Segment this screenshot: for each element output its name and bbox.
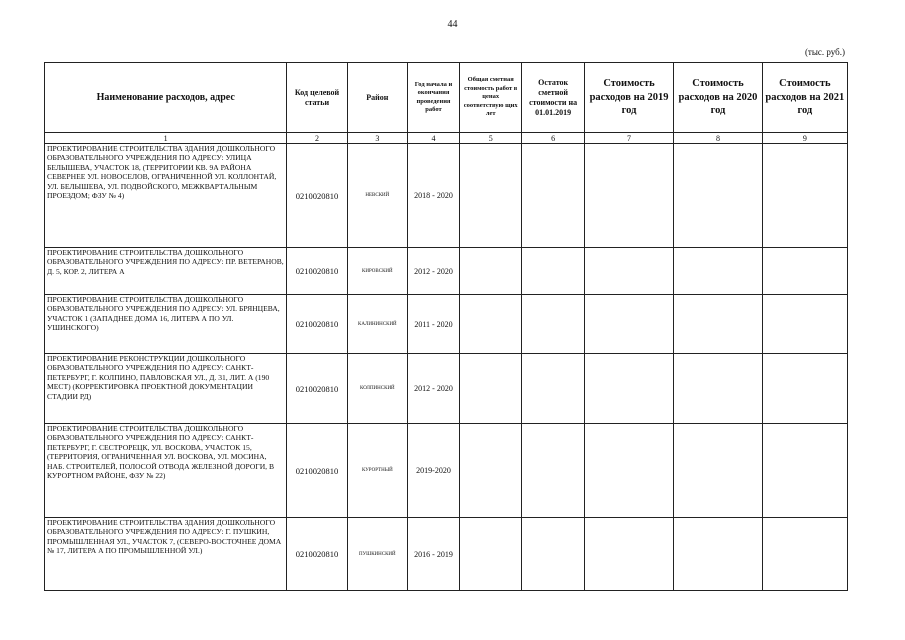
row-cost-2021 (762, 424, 847, 518)
header-code: Код целевой статьи (287, 63, 347, 133)
row-cost-2019 (584, 518, 673, 591)
row-cost-2021 (762, 248, 847, 295)
column-number: 1 (45, 133, 287, 144)
row-total-cost (460, 144, 522, 248)
row-district: КУРОРТНЫЙ (347, 424, 407, 518)
page-number: 44 (447, 19, 458, 30)
header-total-cost: Общая сметная стоимость работ в ценах соответствую щих лет (460, 63, 522, 133)
header-name: Наименование расходов, адрес (45, 63, 287, 133)
row-cost-2019 (584, 354, 673, 424)
row-district: ПУШКИНСКИЙ (347, 518, 407, 591)
row-cost-2020 (674, 248, 762, 295)
row-remaining (522, 295, 584, 354)
row-period: 2012 - 2020 (408, 354, 460, 424)
row-cost-2019 (584, 295, 673, 354)
row-cost-2021 (762, 295, 847, 354)
units-label: (тыс. руб.) (804, 47, 845, 57)
row-cost-2019 (584, 248, 673, 295)
row-total-cost (460, 295, 522, 354)
row-code: 0210020810 (287, 354, 347, 424)
column-number: 5 (460, 133, 522, 144)
row-code: 0210020810 (287, 144, 347, 248)
table-row (45, 144, 848, 248)
row-remaining (522, 518, 584, 591)
row-cost-2020 (674, 424, 762, 518)
row-cost-2020 (674, 144, 762, 248)
row-cost-2021 (762, 354, 847, 424)
row-cost-2019 (584, 144, 673, 248)
row-period: 2012 - 2020 (408, 248, 460, 295)
row-code: 0210020810 (287, 518, 347, 591)
header-cost-2021: Стоимость расходов на 2021 год (762, 63, 847, 133)
column-number: 4 (408, 133, 460, 144)
row-period: 2018 - 2020 (408, 144, 460, 248)
header-row (45, 63, 848, 133)
column-number: 7 (584, 133, 673, 144)
row-remaining (522, 248, 584, 295)
row-remaining (522, 424, 584, 518)
header-period: Год начала и окончания проведения работ (408, 63, 460, 133)
row-district: КОЛПИНСКИЙ (347, 354, 407, 424)
row-cost-2019 (584, 424, 673, 518)
column-number: 3 (347, 133, 407, 144)
header-cost-2020: Стоимость расходов на 2020 год (674, 63, 762, 133)
row-cost-2020 (674, 354, 762, 424)
row-name: ПРОЕКТИРОВАНИЕ СТРОИТЕЛЬСТВА ДОШКОЛЬНОГО ОБРАЗОВАТЕЛЬНОГО УЧРЕЖДЕНИЯ ПО АДРЕСУ: УЛ. БРЯНЦЕВА, УЧАСТОК 1 (ЗАПАДНЕЕ ДОМА 16, ЛИТЕРА А ПО УЛ. УШИНСКОГО) (45, 295, 287, 354)
table-row (45, 248, 848, 295)
row-district: КАЛИНИНСКИЙ (347, 295, 407, 354)
row-name: ПРОЕКТИРОВАНИЕ СТРОИТЕЛЬСТВА ЗДАНИЯ ДОШКОЛЬНОГО ОБРАЗОВАТЕЛЬНОГО УЧРЕЖДЕНИЯ ПО АДРЕСУ: УЛИЦА БЕЛЫШЕВА, УЧАСТОК 18, (ТЕРРИТОРИИ КВ. 9А РАЙОНА СЕВЕРНЕЕ УЛ. НОВОСЕЛОВ, ОГРАНИЧЕННОЙ УЛ. КОЛЛОНТАЙ, УЛ. БЕЛЫШЕВА, УЛ. ПОДВОЙСКОГО, МЕЖКВАРТАЛЬНЫМ ПРОЕЗДОМ; ФЗУ № 4) (45, 144, 287, 248)
row-total-cost (460, 424, 522, 518)
column-number-row (45, 133, 848, 144)
row-cost-2021 (762, 144, 847, 248)
row-cost-2020 (674, 518, 762, 591)
table-row (45, 354, 848, 424)
row-total-cost (460, 518, 522, 591)
row-remaining (522, 144, 584, 248)
header-district: Район (347, 63, 407, 133)
row-code: 0210020810 (287, 424, 347, 518)
row-remaining (522, 354, 584, 424)
column-number: 9 (762, 133, 847, 144)
row-cost-2021 (762, 518, 847, 591)
table-row (45, 295, 848, 354)
row-period: 2019-2020 (408, 424, 460, 518)
expenses-table (44, 62, 848, 591)
column-number: 8 (674, 133, 762, 144)
row-district: НЕВСКИЙ (347, 144, 407, 248)
row-total-cost (460, 248, 522, 295)
row-code: 0210020810 (287, 295, 347, 354)
row-total-cost (460, 354, 522, 424)
row-cost-2020 (674, 295, 762, 354)
row-name: ПРОЕКТИРОВАНИЕ СТРОИТЕЛЬСТВА ЗДАНИЯ ДОШКОЛЬНОГО ОБРАЗОВАТЕЛЬНОГО УЧРЕЖДЕНИЯ ПО АДРЕСУ: Г. ПУШКИН, ПРОМЫШЛЕННАЯ УЛ., УЧАСТОК 7, (СЕВЕРО-ВОСТОЧНЕЕ ДОМА № 17, ЛИТЕРА А ПО ПРОМЫШЛЕННОЙ УЛ.) (45, 518, 287, 591)
row-district: КИРОВСКИЙ (347, 248, 407, 295)
column-number: 6 (522, 133, 584, 144)
row-code: 0210020810 (287, 248, 347, 295)
table-row (45, 518, 848, 591)
row-name: ПРОЕКТИРОВАНИЕ РЕКОНСТРУКЦИИ ДОШКОЛЬНОГО ОБРАЗОВАТЕЛЬНОГО УЧРЕЖДЕНИЯ ПО АДРЕСУ: САНКТ-ПЕТЕРБУРГ, Г. КОЛПИНО, ПАВЛОВСКАЯ УЛ., Д. 31, ЛИТ. А (190 МЕСТ) (КОРРЕКТИРОВКА ПРОЕКТНОЙ ДОКУМЕНТАЦИИ СТАДИИ РД) (45, 354, 287, 424)
table-row (45, 424, 848, 518)
header-cost-2019: Стоимость расходов на 2019 год (584, 63, 673, 133)
row-name: ПРОЕКТИРОВАНИЕ СТРОИТЕЛЬСТВА ДОШКОЛЬНОГО ОБРАЗОВАТЕЛЬНОГО УЧРЕЖДЕНИЯ ПО АДРЕСУ: ПР. ВЕТЕРАНОВ, Д. 5, КОР. 2, ЛИТЕРА А (45, 248, 287, 295)
column-number: 2 (287, 133, 347, 144)
row-period: 2016 - 2019 (408, 518, 460, 591)
row-name: ПРОЕКТИРОВАНИЕ СТРОИТЕЛЬСТВА ДОШКОЛЬНОГО ОБРАЗОВАТЕЛЬНОГО УЧРЕЖДЕНИЯ ПО АДРЕСУ: САНКТ-ПЕТЕРБУРГ, Г. СЕСТРОРЕЦК, УЛ. ВОСКОВА, УЧАСТОК 15, (ТЕРРИТОРИЯ, ОГРАНИЧЕННАЯ УЛ. ВОСКОВА, УЛ. МОСИНА, НАБ. СТРОИТЕЛЕЙ, ПОЛОСОЙ ОТВОДА ЖЕЛЕЗНОЙ ДОРОГИ, В КУРОРТНОМ РАЙОНЕ, ФЗУ № 22) (45, 424, 287, 518)
header-remaining: Остаток сметной стоимости на 01.01.2019 (522, 63, 584, 133)
row-period: 2011 - 2020 (408, 295, 460, 354)
